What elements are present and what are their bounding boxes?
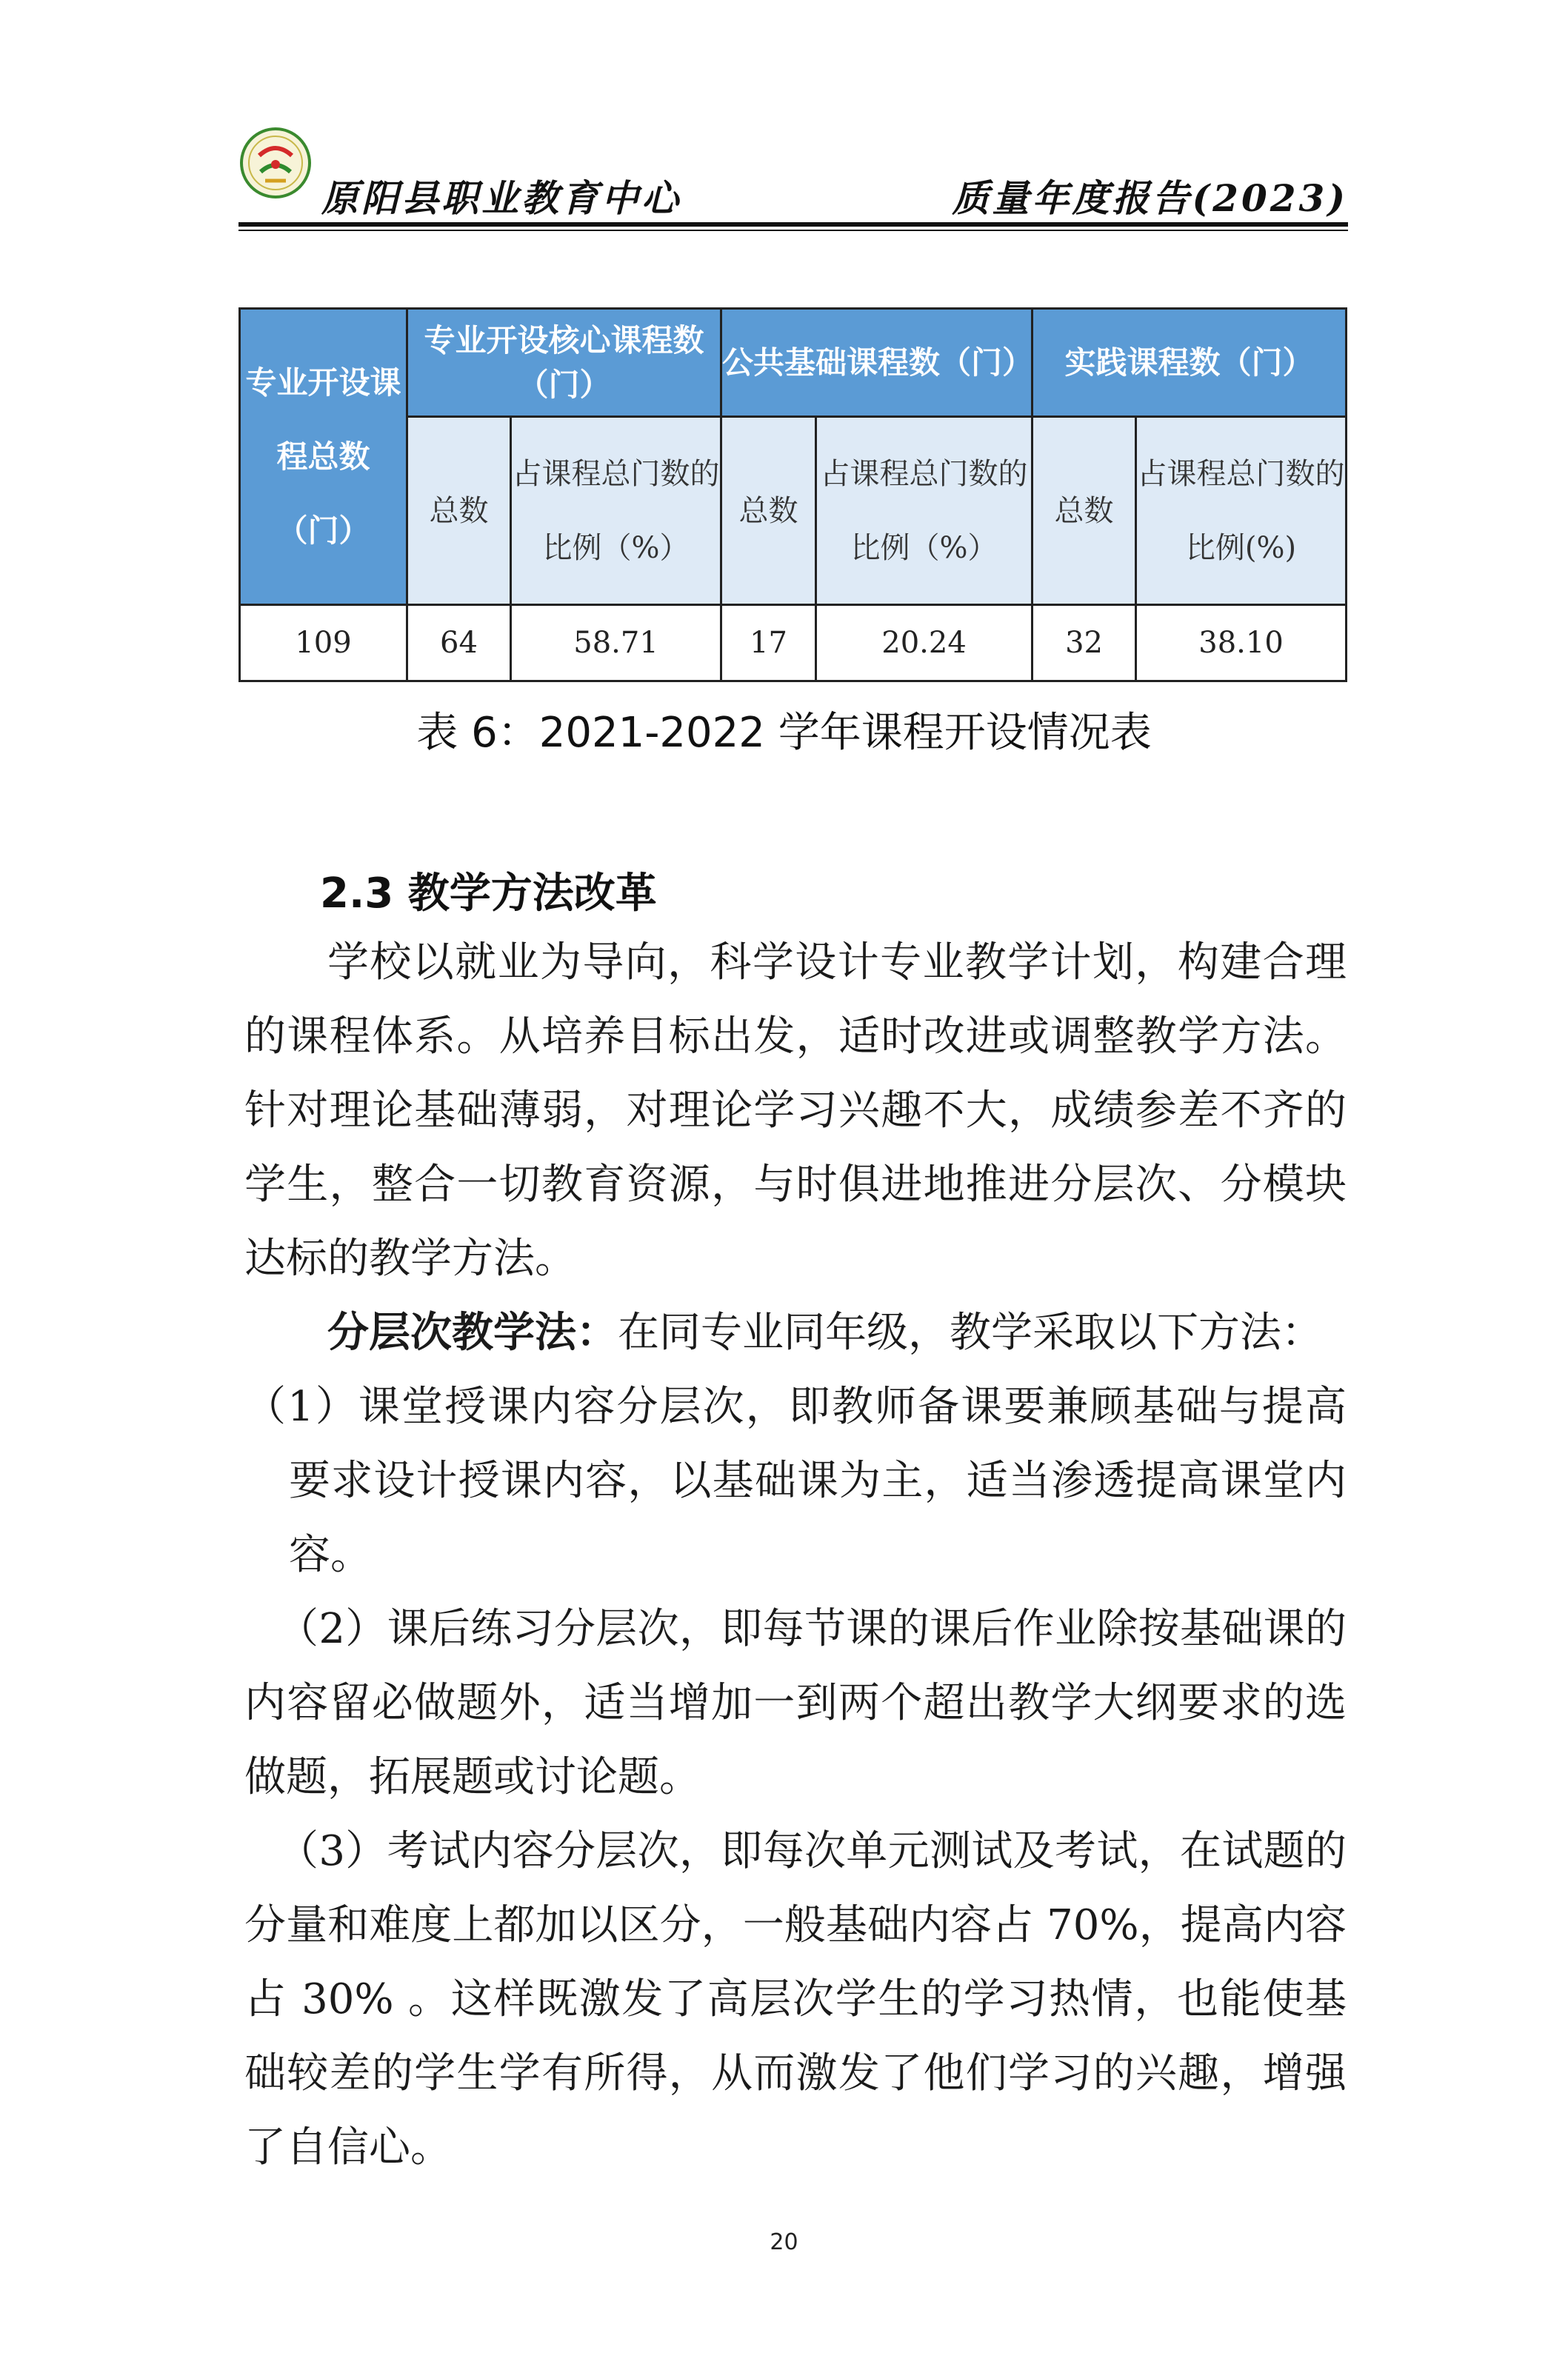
total-courses-header: 专业开设课程总数（门） — [240, 309, 407, 605]
total-courses-value: 109 — [240, 605, 407, 681]
practice-courses-header: 实践课程数（门） — [1032, 309, 1347, 417]
core-count-header: 总数 — [407, 417, 511, 605]
page-number: 20 — [770, 2229, 798, 2255]
list-item-1: （1）课堂授课内容分层次，即教师备课要兼顾基础与提高要求设计授课内容，以基础课为主，适当渗透提高课堂内容。 — [244, 1383, 1347, 1579]
header-rule-thick — [238, 222, 1348, 227]
practice-count-header: 总数 — [1032, 417, 1136, 605]
school-name: 原阳县职业教育中心 — [321, 176, 681, 220]
public-ratio-header: 占课程总门数的比例（%） — [816, 417, 1032, 605]
school-logo-icon — [238, 126, 313, 200]
public-ratio-value: 20.24 — [816, 605, 1032, 681]
page-header — [238, 119, 1348, 230]
report-title: 质量年度报告(2023) — [952, 176, 1348, 220]
method-text: 在同专业同年级，教学采取以下方法： — [618, 1309, 1323, 1357]
public-courses-header: 公共基础课程数（门） — [721, 309, 1032, 417]
section-heading: 2.3 教学方法改革 — [320, 870, 657, 918]
paragraph-intro: 学校以就业为导向，科学设计专业教学计划，构建合理的课程体系。从培养目标出发，适时改进或调整教学方法。针对理论基础薄弱，对理论学习兴趣不大，成绩参差不齐的学生，整合一切教育资源，与时俱进地推进分层次、分模块达标的教学方法。 — [244, 938, 1347, 1283]
practice-ratio-header: 占课程总门数的比例(%) — [1136, 417, 1347, 605]
paragraph-method — [244, 1296, 1347, 1370]
core-ratio-header: 占课程总门数的比例（%） — [511, 417, 721, 605]
method-label: 分层次教学法： — [327, 1309, 618, 1357]
public-count-value: 17 — [721, 605, 816, 681]
list-item-3: （3）考试内容分层次，即每次单元测试及考试，在试题的分量和难度上都加以区分，一般基础内容占 70%，提高内容占 30% 。这样既激发了高层次学生的学习热情，也能使基础较差的学生学有所得，从而激发了他们学习的兴趣，增强了自信心。 — [244, 1827, 1347, 2172]
core-count-value: 64 — [407, 605, 511, 681]
list-item-2: （2）课后练习分层次，即每节课的课后作业除按基础课的内容留必做题外，适当增加一到两个超出教学大纲要求的选做题，拓展题或讨论题。 — [244, 1605, 1347, 1801]
core-ratio-value: 58.71 — [511, 605, 721, 681]
core-courses-header: 专业开设核心课程数（门） — [407, 309, 721, 417]
course-table — [238, 307, 1347, 682]
header-rule-thin — [238, 230, 1348, 231]
practice-ratio-value: 38.10 — [1136, 605, 1347, 681]
table-caption: 表 6：2021-2022 学年课程开设情况表 — [416, 709, 1152, 757]
public-count-header: 总数 — [721, 417, 816, 605]
practice-count-value: 32 — [1032, 605, 1136, 681]
table-row — [240, 605, 1347, 681]
